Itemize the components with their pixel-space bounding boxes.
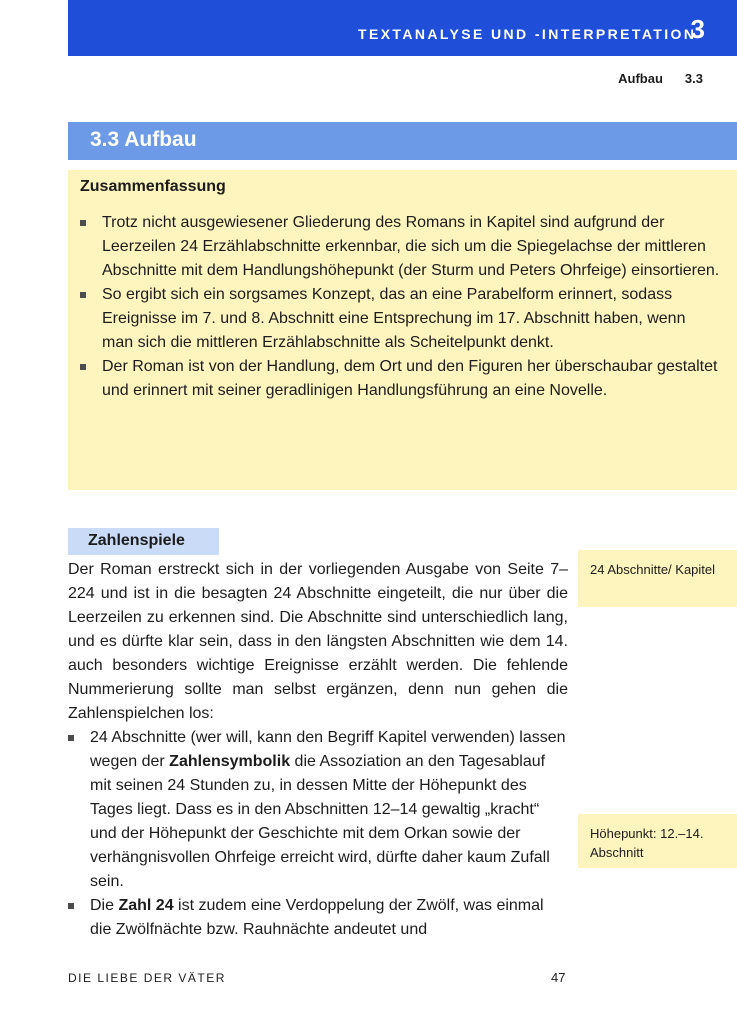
- item-emphasis: Zahlensymbolik: [169, 753, 291, 770]
- margin-note-text: Höhepunkt: 12.–14. Abschnitt: [590, 826, 704, 860]
- item-text: Die: [90, 897, 119, 914]
- list-item: [68, 726, 568, 894]
- summary-item-text: Der Roman ist von der Handlung, dem Ort und den Figuren her überschaubar gestaltet und erinnert mit seiner geradlinigen Handlungsführung an eine Novelle.: [102, 358, 718, 399]
- running-head-section: 3.3: [684, 71, 703, 86]
- summary-item-text: Trotz nicht ausgewiesener Gliederung des Romans in Kapitel sind aufgrund der Leerzeilen 24 Erzählabschnitte erkennbar, die sich um die Spiegelachse der mittleren Abschnitte mit dem Handlungshöhepunkt (der Sturm und Peters Ohrfeige) einsortieren.: [102, 214, 720, 279]
- item-emphasis: Zahl 24: [118, 897, 174, 914]
- summary-item-text: So ergibt sich ein sorgsames Konzept, das an eine Parabelform erinnert, sodass Ereignisse im 7. und 8. Abschnitt eine Entsprechung im 17. Abschnitt haben, wenn man sich die mittleren Erzählabschnitte als Scheitelpunkt denkt.: [102, 286, 686, 351]
- square-bullet-icon: [68, 735, 74, 741]
- footer-book-title: DIE LIEBE DER VÄTER: [68, 971, 226, 985]
- summary-box: [68, 170, 737, 490]
- list-item: [68, 894, 568, 942]
- section-title: 3.3 Aufbau: [90, 128, 197, 151]
- body-paragraph: Der Roman erstreckt sich in der vorliegenden Ausgabe von Seite 7–224 und ist in die besagten 24 Abschnitte eingeteilt, die nur über die Leerzeilen zu erkennen sind. Die Abschnitte sind unterschiedlich lang, und es dürfte klar sein, dass in den längsten Abschnitten wie dem 14. auch besonders wichtige Ereignisse erzählt werden. Die fehlende Nummerierung sollte man selbst ergänzen, denn nun gehen die Zahlenspielchen los:: [68, 561, 568, 722]
- square-bullet-icon: [80, 220, 86, 226]
- margin-note: [578, 814, 737, 868]
- item-text: ist zudem eine Verdoppelung der Zwölf, was einmal die Zwölfnächte bzw. Rauhnächte andeutet und: [90, 897, 544, 938]
- summary-list: [80, 211, 720, 403]
- running-head: [596, 71, 703, 86]
- square-bullet-icon: [68, 903, 74, 909]
- chapter-number: 3: [690, 14, 705, 44]
- item-text: 24 Abschnitte (wer will, kann den Begriff Kapitel verwenden) lassen wegen der: [90, 729, 566, 770]
- running-head-title: Aufbau: [618, 71, 663, 86]
- body-text: [68, 558, 568, 942]
- list-item: [80, 211, 720, 283]
- square-bullet-icon: [80, 292, 86, 298]
- square-bullet-icon: [80, 364, 86, 370]
- chapter-banner: [68, 0, 737, 56]
- section-heading-bar: [68, 122, 737, 160]
- page-number: 47: [551, 970, 566, 985]
- banner-text: TEXTANALYSE UND -INTERPRETATION: [358, 26, 697, 42]
- margin-note-text: 24 Abschnitte/ Kapitel: [590, 562, 716, 577]
- subsection-title: Zahlenspiele: [88, 532, 185, 549]
- list-item: [80, 283, 720, 355]
- list-item: [80, 355, 720, 403]
- margin-note: [578, 550, 737, 607]
- body-list: [68, 726, 568, 942]
- summary-heading: Zusammenfassung: [80, 178, 226, 195]
- subsection-heading: [68, 528, 219, 555]
- item-text: die Assoziation an den Tagesablauf mit seinen 24 Stunden zu, in dessen Mitte der Höhepunkt des Tages liegt. Dass es in den Abschnitten 12–14 gewaltig „kracht“ und der Höhepunkt der Geschichte mit dem Orkan sowie der verhängnisvollen Ohrfeige erreicht wird, dürfte daher kaum Zufall sein.: [90, 753, 550, 890]
